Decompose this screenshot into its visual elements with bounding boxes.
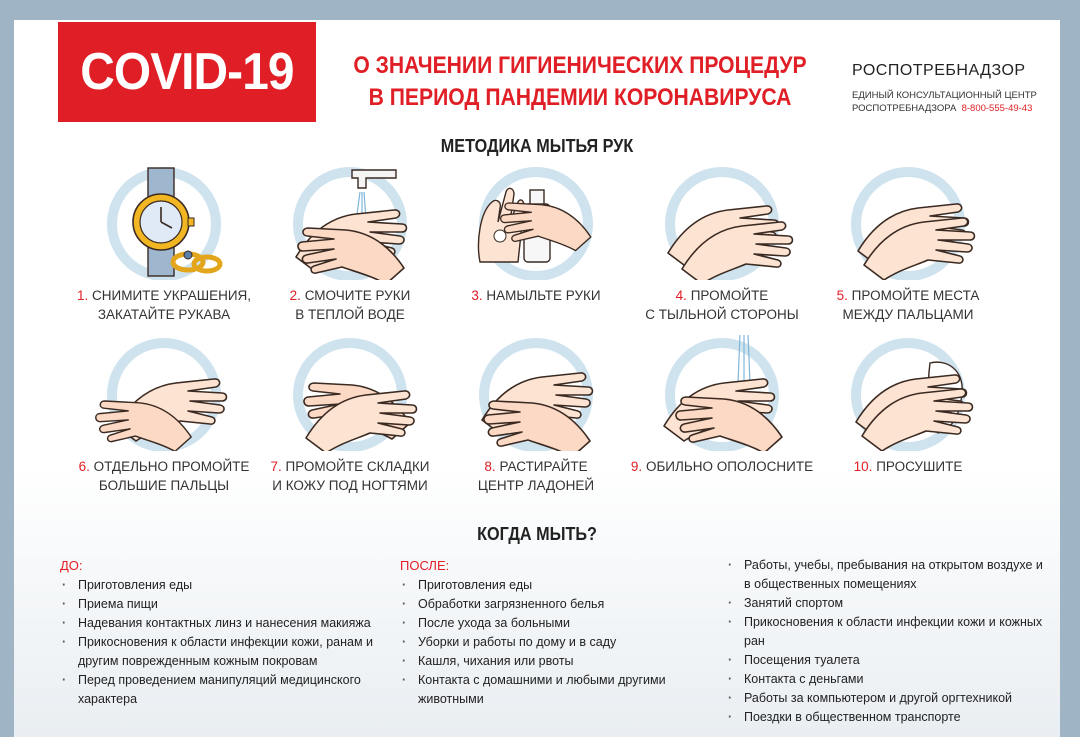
rinse-icon (648, 333, 796, 451)
step-1 (65, 162, 263, 324)
list-item: · Поездки в общественном транспорте (726, 708, 1046, 727)
before-column (60, 556, 390, 709)
list-item: · Контакта с деньгами (726, 670, 1046, 689)
after-column (400, 556, 690, 709)
phone-number: 8-800-555-49-43 (961, 103, 1033, 114)
step-caption: 8. РАСТИРАЙТЕ ЦЕНТР ЛАДОНЕЙ (477, 459, 595, 493)
page-title (351, 50, 809, 114)
list-item: · Контакта с домашними и любыми другими животными (400, 671, 690, 709)
step-caption: 3. НАМЫЛЬТЕ РУКИ (471, 288, 601, 303)
list-item: · Надевания контактных линз и нанесения макияжа (60, 614, 390, 633)
step-caption: 1. СНИМИТЕ УКРАШЕНИЯ, ЗАКАТАЙТЕ РУКАВА (76, 288, 252, 322)
after-heading: ПОСЛЕ: (400, 558, 450, 573)
after-continued-column (726, 556, 1046, 727)
list-item: · Посещения туалета (726, 651, 1046, 670)
watch-rings-icon (90, 162, 238, 280)
list-item: · После ухода за больными (400, 614, 690, 633)
covid-badge-text: COVID-19 (80, 43, 294, 101)
nails-icon (276, 333, 424, 451)
step-caption: 2. СМОЧИТЕ РУКИ В ТЕПЛОЙ ВОДЕ (289, 288, 411, 322)
towel-icon (834, 333, 982, 451)
step-caption: 6. ОТДЕЛЬНО ПРОМОЙТЕ БОЛЬШИЕ ПАЛЬЦЫ (78, 459, 250, 493)
list-item: · Приема пищи (60, 595, 390, 614)
step-9 (623, 333, 821, 476)
agency-name: РОСПОТРЕБНАДЗОР (852, 62, 1026, 79)
list-item: · Приготовления еды (400, 576, 690, 595)
step-caption: 4. ПРОМОЙТЕ С ТЫЛЬНОЙ СТОРОНЫ (645, 288, 799, 322)
method-title: МЕТОДИКА МЫТЬЯ РУК (440, 136, 634, 156)
covid-badge (58, 22, 316, 122)
step-caption: 9. ОБИЛЬНО ОПОЛОСНИТЕ (630, 459, 814, 474)
step-3 (437, 162, 635, 305)
title-line-1: О ЗНАЧЕНИИ ГИГИЕНИЧЕСКИХ ПРОЦЕДУР (353, 52, 807, 79)
palms-icon (462, 333, 610, 451)
agency-contact (852, 89, 1052, 115)
step-5 (809, 162, 1007, 324)
step-caption: 5. ПРОМОЙТЕ МЕСТА МЕЖДУ ПАЛЬЦАМИ (836, 288, 980, 322)
step-caption: 10. ПРОСУШИТЕ (853, 459, 963, 474)
list-item: · Прикосновения к области инфекции кожи и кожных ран (726, 613, 1046, 651)
list-item: · Работы за компьютером и другой оргтехникой (726, 689, 1046, 708)
before-heading: ДО: (60, 558, 83, 573)
step-10 (809, 333, 1007, 476)
when-title: КОГДА МЫТЬ? (477, 524, 597, 544)
list-item: · Кашля, чихания или рвоты (400, 652, 690, 671)
step-2 (251, 162, 449, 324)
step-4 (623, 162, 821, 324)
faucet-hands-icon (276, 162, 424, 280)
thumbs-icon (90, 333, 238, 451)
agency-line-1: ЕДИНЫЙ КОНСУЛЬТАЦИОННЫЙ ЦЕНТР (852, 90, 1037, 101)
title-line-2: В ПЕРИОД ПАНДЕМИИ КОРОНАВИРУСА (368, 84, 792, 111)
list-item: · Прикосновения к области инфекции кожи, ранам и другим поврежденным кожным покровам (60, 633, 390, 671)
list-item: · Перед проведением манипуляций медицинского характера (60, 671, 390, 709)
list-item: · Занятий спортом (726, 594, 1046, 613)
step-8 (437, 333, 635, 495)
list-item: · Работы, учебы, пребывания на открытом воздухе и в общественных помещениях (726, 556, 1046, 594)
list-item: · Уборки и работы по дому и в саду (400, 633, 690, 652)
step-caption: 7. ПРОМОЙТЕ СКЛАДКИ И КОЖУ ПОД НОГТЯМИ (270, 459, 430, 493)
between-fingers-icon (834, 162, 982, 280)
back-of-hands-icon (648, 162, 796, 280)
soap-dispenser-icon (462, 162, 610, 280)
list-item: · Обработки загрязненного белья (400, 595, 690, 614)
step-6 (65, 333, 263, 495)
poster (14, 20, 1060, 737)
list-item: · Приготовления еды (60, 576, 390, 595)
agency-line-2: РОСПОТРЕБНАДЗОРА 8-800-555-49-43 (852, 103, 1033, 114)
step-7 (251, 333, 449, 495)
